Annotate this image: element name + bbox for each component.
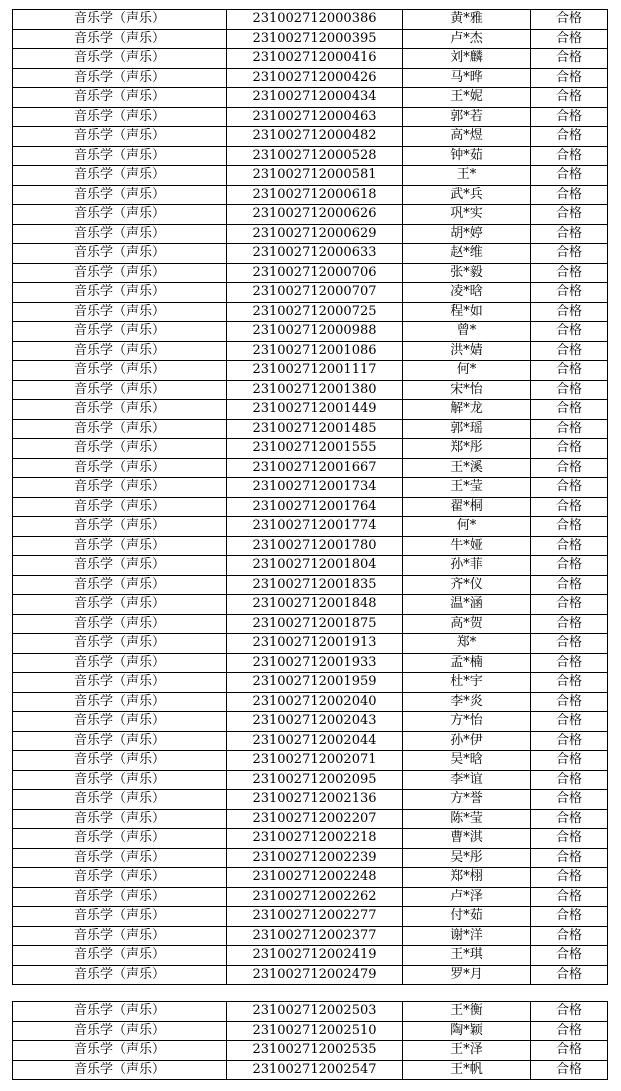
name-cell: 罗*月 (403, 965, 531, 985)
name-cell: 高*煜 (403, 127, 531, 147)
result-cell: 合格 (531, 127, 608, 147)
name-cell: 郑*栩 (403, 868, 531, 888)
result-cell: 合格 (531, 575, 608, 595)
table-row (13, 887, 608, 907)
result-cell: 合格 (531, 10, 608, 30)
name-cell: 吴*晗 (403, 751, 531, 771)
major-cell: 音乐学（声乐） (13, 907, 227, 927)
table-row (13, 653, 608, 673)
result-cell: 合格 (531, 634, 608, 654)
major-cell: 音乐学（声乐） (13, 1041, 227, 1061)
result-cell: 合格 (531, 361, 608, 381)
table-row (13, 809, 608, 829)
major-cell: 音乐学（声乐） (13, 868, 227, 888)
exam-id-cell: 231002712001933 (227, 653, 403, 673)
result-cell: 合格 (531, 68, 608, 88)
exam-id-cell: 231002712000581 (227, 166, 403, 186)
result-cell: 合格 (531, 185, 608, 205)
name-cell: 方*誉 (403, 790, 531, 810)
name-cell: 谢*洋 (403, 926, 531, 946)
table-row (13, 1002, 608, 1022)
exam-id-cell: 231002712000725 (227, 302, 403, 322)
table-row (13, 10, 608, 30)
name-cell: 王*帆 (403, 1060, 531, 1080)
major-cell: 音乐学（声乐） (13, 283, 227, 303)
name-cell: 何* (403, 361, 531, 381)
table-row (13, 517, 608, 537)
table-row (13, 146, 608, 166)
name-cell: 齐*仪 (403, 575, 531, 595)
name-cell: 赵*维 (403, 244, 531, 264)
name-cell: 温*涵 (403, 595, 531, 615)
major-cell: 音乐学（声乐） (13, 673, 227, 693)
major-cell: 音乐学（声乐） (13, 517, 227, 537)
exam-id-cell: 231002712001875 (227, 614, 403, 634)
result-cell: 合格 (531, 946, 608, 966)
major-cell: 音乐学（声乐） (13, 1060, 227, 1080)
major-cell: 音乐学（声乐） (13, 419, 227, 439)
result-cell: 合格 (531, 244, 608, 264)
table-row (13, 1041, 608, 1061)
name-cell: 郑*彤 (403, 439, 531, 459)
result-cell: 合格 (531, 770, 608, 790)
major-cell: 音乐学（声乐） (13, 88, 227, 108)
name-cell: 宋*怡 (403, 380, 531, 400)
result-cell: 合格 (531, 166, 608, 186)
result-cell: 合格 (531, 49, 608, 69)
result-cell: 合格 (531, 595, 608, 615)
result-cell: 合格 (531, 751, 608, 771)
major-cell: 音乐学（声乐） (13, 575, 227, 595)
table-row (13, 868, 608, 888)
table-row (13, 751, 608, 771)
exam-id-cell: 231002712000482 (227, 127, 403, 147)
table-row (13, 790, 608, 810)
name-cell: 翟*桐 (403, 497, 531, 517)
table-row (13, 478, 608, 498)
result-cell: 合格 (531, 692, 608, 712)
name-cell: 何* (403, 517, 531, 537)
result-cell: 合格 (531, 1021, 608, 1041)
result-cell: 合格 (531, 926, 608, 946)
major-cell: 音乐学（声乐） (13, 400, 227, 420)
exam-id-cell: 231002712002071 (227, 751, 403, 771)
major-cell: 音乐学（声乐） (13, 361, 227, 381)
exam-id-cell: 231002712001734 (227, 478, 403, 498)
exam-id-cell: 231002712001764 (227, 497, 403, 517)
name-cell: 钟*茹 (403, 146, 531, 166)
result-cell: 合格 (531, 224, 608, 244)
name-cell: 王*溪 (403, 458, 531, 478)
result-cell: 合格 (531, 809, 608, 829)
table-row (13, 49, 608, 69)
result-cell: 合格 (531, 887, 608, 907)
name-cell: 李*炎 (403, 692, 531, 712)
name-cell: 王*琪 (403, 946, 531, 966)
exam-id-cell: 231002712002136 (227, 790, 403, 810)
result-cell: 合格 (531, 790, 608, 810)
result-cell: 合格 (531, 107, 608, 127)
result-cell: 合格 (531, 439, 608, 459)
table-row (13, 88, 608, 108)
table-row (13, 419, 608, 439)
major-cell: 音乐学（声乐） (13, 497, 227, 517)
exam-id-cell: 231002712002419 (227, 946, 403, 966)
exam-id-cell: 231002712002248 (227, 868, 403, 888)
exam-id-cell: 231002712002043 (227, 712, 403, 732)
result-cell: 合格 (531, 29, 608, 49)
name-cell: 王*泽 (403, 1041, 531, 1061)
result-cell: 合格 (531, 88, 608, 108)
name-cell: 曾* (403, 322, 531, 342)
major-cell: 音乐学（声乐） (13, 458, 227, 478)
table-row (13, 575, 608, 595)
exam-id-cell: 231002712001086 (227, 341, 403, 361)
exam-id-cell: 231002712000528 (227, 146, 403, 166)
name-cell: 武*兵 (403, 185, 531, 205)
exam-id-cell: 231002712000386 (227, 10, 403, 30)
result-cell: 合格 (531, 731, 608, 751)
table-row (13, 595, 608, 615)
exam-id-cell: 231002712002218 (227, 829, 403, 849)
exam-id-cell: 231002712000416 (227, 49, 403, 69)
name-cell: 刘*麟 (403, 49, 531, 69)
table-row (13, 29, 608, 49)
name-cell: 方*怡 (403, 712, 531, 732)
exam-id-cell: 231002712001380 (227, 380, 403, 400)
exam-id-cell: 231002712002239 (227, 848, 403, 868)
exam-id-cell: 231002712001555 (227, 439, 403, 459)
table-row (13, 556, 608, 576)
name-cell: 王*衡 (403, 1002, 531, 1022)
table-row (13, 322, 608, 342)
major-cell: 音乐学（声乐） (13, 829, 227, 849)
major-cell: 音乐学（声乐） (13, 595, 227, 615)
major-cell: 音乐学（声乐） (13, 10, 227, 30)
table-row (13, 712, 608, 732)
name-cell: 黄*雅 (403, 10, 531, 30)
result-cell: 合格 (531, 283, 608, 303)
table-row (13, 848, 608, 868)
table-row (13, 536, 608, 556)
major-cell: 音乐学（声乐） (13, 224, 227, 244)
table-row (13, 244, 608, 264)
exam-id-cell: 231002712002547 (227, 1060, 403, 1080)
exam-id-cell: 231002712001774 (227, 517, 403, 537)
major-cell: 音乐学（声乐） (13, 790, 227, 810)
result-cell: 合格 (531, 536, 608, 556)
table-row (13, 380, 608, 400)
exam-id-cell: 231002712002503 (227, 1002, 403, 1022)
exam-id-cell: 231002712002040 (227, 692, 403, 712)
results-table-2 (12, 1001, 608, 1080)
major-cell: 音乐学（声乐） (13, 712, 227, 732)
major-cell: 音乐学（声乐） (13, 1021, 227, 1041)
result-cell: 合格 (531, 848, 608, 868)
exam-id-cell: 231002712001117 (227, 361, 403, 381)
name-cell: 孟*楠 (403, 653, 531, 673)
table-row (13, 673, 608, 693)
major-cell: 音乐学（声乐） (13, 322, 227, 342)
major-cell: 音乐学（声乐） (13, 556, 227, 576)
table-row (13, 224, 608, 244)
table-row (13, 1060, 608, 1080)
exam-id-cell: 231002712002377 (227, 926, 403, 946)
exam-id-cell: 231002712001449 (227, 400, 403, 420)
exam-id-cell: 231002712001959 (227, 673, 403, 693)
table-row (13, 614, 608, 634)
table-row (13, 166, 608, 186)
result-cell: 合格 (531, 341, 608, 361)
major-cell: 音乐学（声乐） (13, 848, 227, 868)
result-cell: 合格 (531, 400, 608, 420)
name-cell: 王* (403, 166, 531, 186)
table-row (13, 965, 608, 985)
name-cell: 王*莹 (403, 478, 531, 498)
exam-id-cell: 231002712000707 (227, 283, 403, 303)
name-cell: 郭*若 (403, 107, 531, 127)
name-cell: 程*如 (403, 302, 531, 322)
table-row (13, 263, 608, 283)
result-cell: 合格 (531, 907, 608, 927)
results-table-2-body (13, 1002, 608, 1080)
exam-id-cell: 231002712001780 (227, 536, 403, 556)
major-cell: 音乐学（声乐） (13, 1002, 227, 1022)
result-cell: 合格 (531, 419, 608, 439)
table-row (13, 458, 608, 478)
major-cell: 音乐学（声乐） (13, 653, 227, 673)
exam-id-cell: 231002712000618 (227, 185, 403, 205)
major-cell: 音乐学（声乐） (13, 809, 227, 829)
results-table-1-body (13, 10, 608, 985)
table-row (13, 439, 608, 459)
major-cell: 音乐学（声乐） (13, 68, 227, 88)
exam-id-cell: 231002712002479 (227, 965, 403, 985)
table-row (13, 185, 608, 205)
table-row (13, 68, 608, 88)
result-cell: 合格 (531, 1002, 608, 1022)
result-cell: 合格 (531, 497, 608, 517)
table-row (13, 907, 608, 927)
exam-id-cell: 231002712002535 (227, 1041, 403, 1061)
major-cell: 音乐学（声乐） (13, 127, 227, 147)
exam-id-cell: 231002712001804 (227, 556, 403, 576)
exam-id-cell: 231002712000988 (227, 322, 403, 342)
exam-id-cell: 231002712000626 (227, 205, 403, 225)
name-cell: 陈*莹 (403, 809, 531, 829)
exam-id-cell: 231002712001667 (227, 458, 403, 478)
major-cell: 音乐学（声乐） (13, 536, 227, 556)
result-cell: 合格 (531, 146, 608, 166)
major-cell: 音乐学（声乐） (13, 770, 227, 790)
table-row (13, 692, 608, 712)
table-row (13, 946, 608, 966)
major-cell: 音乐学（声乐） (13, 731, 227, 751)
name-cell: 李*谊 (403, 770, 531, 790)
name-cell: 郭*瑶 (403, 419, 531, 439)
name-cell: 孙*菲 (403, 556, 531, 576)
exam-id-cell: 231002712001485 (227, 419, 403, 439)
name-cell: 高*贺 (403, 614, 531, 634)
result-cell: 合格 (531, 322, 608, 342)
major-cell: 音乐学（声乐） (13, 185, 227, 205)
major-cell: 音乐学（声乐） (13, 751, 227, 771)
result-cell: 合格 (531, 829, 608, 849)
exam-id-cell: 231002712002095 (227, 770, 403, 790)
major-cell: 音乐学（声乐） (13, 380, 227, 400)
result-cell: 合格 (531, 556, 608, 576)
name-cell: 凌*晗 (403, 283, 531, 303)
major-cell: 音乐学（声乐） (13, 244, 227, 264)
results-table-1 (12, 9, 608, 985)
exam-id-cell: 231002712000706 (227, 263, 403, 283)
name-cell: 解*龙 (403, 400, 531, 420)
table-row (13, 127, 608, 147)
table-row (13, 926, 608, 946)
table-row (13, 361, 608, 381)
exam-id-cell: 231002712001848 (227, 595, 403, 615)
major-cell: 音乐学（声乐） (13, 887, 227, 907)
result-cell: 合格 (531, 263, 608, 283)
table-row (13, 302, 608, 322)
result-cell: 合格 (531, 965, 608, 985)
name-cell: 郑* (403, 634, 531, 654)
result-cell: 合格 (531, 1041, 608, 1061)
name-cell: 杜*宇 (403, 673, 531, 693)
major-cell: 音乐学（声乐） (13, 926, 227, 946)
major-cell: 音乐学（声乐） (13, 614, 227, 634)
name-cell: 卢*杰 (403, 29, 531, 49)
name-cell: 胡*婷 (403, 224, 531, 244)
major-cell: 音乐学（声乐） (13, 205, 227, 225)
major-cell: 音乐学（声乐） (13, 478, 227, 498)
result-cell: 合格 (531, 614, 608, 634)
name-cell: 张*毅 (403, 263, 531, 283)
table-row (13, 205, 608, 225)
table-row (13, 731, 608, 751)
major-cell: 音乐学（声乐） (13, 263, 227, 283)
exam-id-cell: 231002712002044 (227, 731, 403, 751)
result-cell: 合格 (531, 478, 608, 498)
result-cell: 合格 (531, 205, 608, 225)
name-cell: 马*晔 (403, 68, 531, 88)
major-cell: 音乐学（声乐） (13, 634, 227, 654)
table-row (13, 770, 608, 790)
exam-id-cell: 231002712000463 (227, 107, 403, 127)
result-cell: 合格 (531, 712, 608, 732)
major-cell: 音乐学（声乐） (13, 439, 227, 459)
table-row (13, 400, 608, 420)
major-cell: 音乐学（声乐） (13, 341, 227, 361)
name-cell: 牛*娅 (403, 536, 531, 556)
major-cell: 音乐学（声乐） (13, 49, 227, 69)
major-cell: 音乐学（声乐） (13, 29, 227, 49)
table-row (13, 107, 608, 127)
exam-id-cell: 231002712002510 (227, 1021, 403, 1041)
name-cell: 王*妮 (403, 88, 531, 108)
exam-id-cell: 231002712000629 (227, 224, 403, 244)
major-cell: 音乐学（声乐） (13, 302, 227, 322)
major-cell: 音乐学（声乐） (13, 692, 227, 712)
exam-id-cell: 231002712001913 (227, 634, 403, 654)
table-row (13, 829, 608, 849)
name-cell: 巩*实 (403, 205, 531, 225)
major-cell: 音乐学（声乐） (13, 166, 227, 186)
table-row (13, 1021, 608, 1041)
exam-id-cell: 231002712000395 (227, 29, 403, 49)
name-cell: 洪*婧 (403, 341, 531, 361)
result-cell: 合格 (531, 673, 608, 693)
result-cell: 合格 (531, 653, 608, 673)
exam-id-cell: 231002712000426 (227, 68, 403, 88)
exam-id-cell: 231002712002262 (227, 887, 403, 907)
name-cell: 陶*颖 (403, 1021, 531, 1041)
exam-id-cell: 231002712001835 (227, 575, 403, 595)
major-cell: 音乐学（声乐） (13, 107, 227, 127)
table-row (13, 283, 608, 303)
result-cell: 合格 (531, 868, 608, 888)
name-cell: 吴*彤 (403, 848, 531, 868)
result-cell: 合格 (531, 1060, 608, 1080)
major-cell: 音乐学（声乐） (13, 146, 227, 166)
result-cell: 合格 (531, 458, 608, 478)
table-row (13, 497, 608, 517)
major-cell: 音乐学（声乐） (13, 965, 227, 985)
result-cell: 合格 (531, 302, 608, 322)
exam-id-cell: 231002712002207 (227, 809, 403, 829)
name-cell: 卢*泽 (403, 887, 531, 907)
name-cell: 曹*淇 (403, 829, 531, 849)
name-cell: 付*茹 (403, 907, 531, 927)
exam-id-cell: 231002712000633 (227, 244, 403, 264)
name-cell: 孙*伊 (403, 731, 531, 751)
exam-id-cell: 231002712000434 (227, 88, 403, 108)
result-cell: 合格 (531, 380, 608, 400)
result-cell: 合格 (531, 517, 608, 537)
major-cell: 音乐学（声乐） (13, 946, 227, 966)
table-row (13, 634, 608, 654)
exam-id-cell: 231002712002277 (227, 907, 403, 927)
table-row (13, 341, 608, 361)
